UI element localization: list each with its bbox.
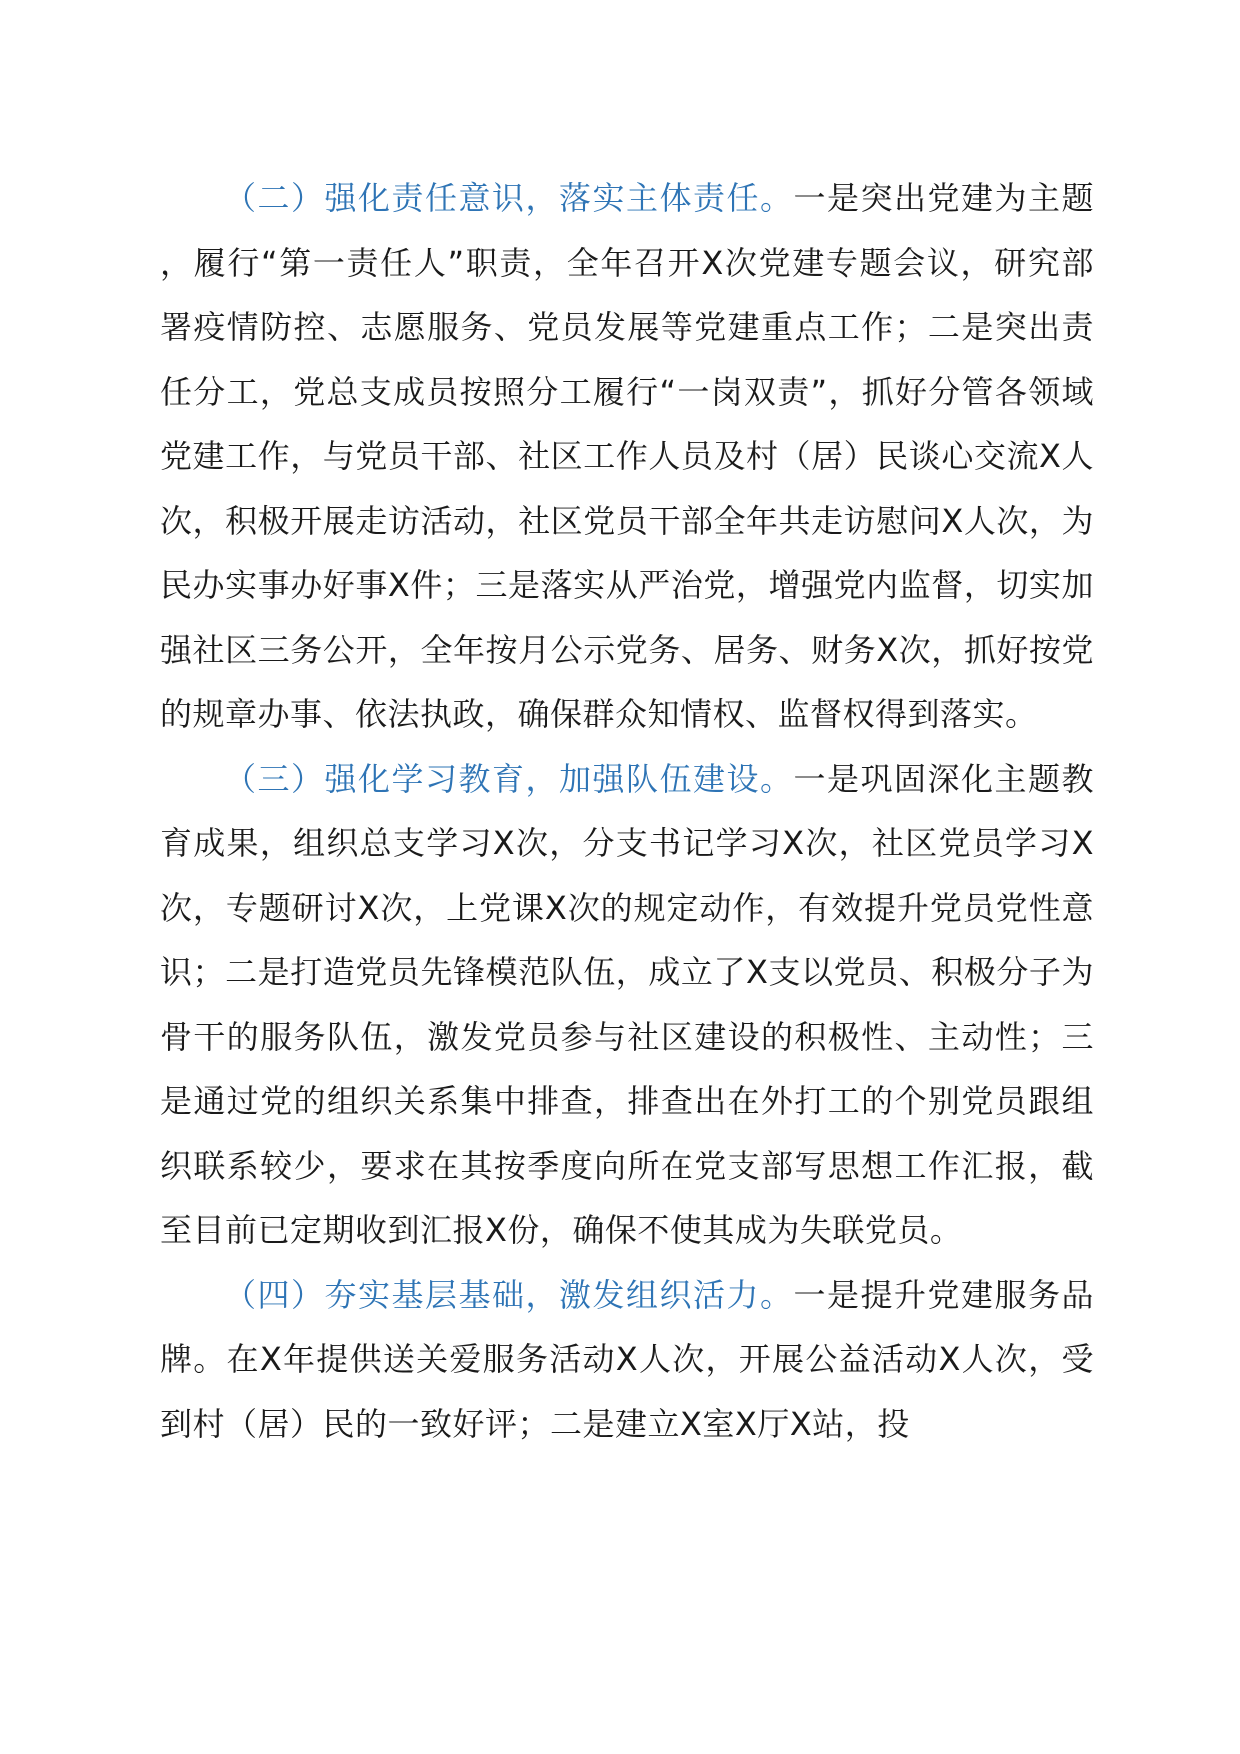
section-heading-4: （四）夯实基层基础，激发组织活力。	[224, 1275, 794, 1314]
section-body-4: 一是提升党建服务品牌。在X年提供送关爱服务活动X人次，开展公益活动X人次，受到村（居）民的一致好评；二是建立X室X厅X站，投	[160, 1275, 1094, 1443]
section-body-3: 一是巩固深化主题教育成果，组织总支学习X次，分支书记学习X次，社区党员学习X次，专题研讨X次，上党课X次的规定动作，有效提升党员党性意识；二是打造党员先锋模范队伍，成立了X支以党员、积极分子为骨干的服务队伍，激发党员参与社区建设的积极性、主动性；三是通过党的组织关系集中排查，排查出在外打工的个别党员跟组织联系较少，要求在其按季度向所在党支部写思想工作汇报，截至目前已定期收到汇报X份，确保不使其成为失联党员。	[160, 759, 1094, 1249]
document-body	[160, 166, 1094, 1456]
section-heading-2: （二）强化责任意识，落实主体责任。	[224, 179, 794, 217]
section-paragraph-4	[160, 1263, 1094, 1457]
section-body-2: 一是突出党建为主题，履行“第一责任人”职责，全年召开X次党建专题会议，研究部署疫情防控、志愿服务、党员发展等党建重点工作；二是突出责任分工，党总支成员按照分工履行“一岗双责”，抓好分管各领域党建工作，与党员干部、社区工作人员及村（居）民谈心交流X人次，积极开展走访活动，社区党员干部全年共走访慰问X人次，为民办实事办好事X件；三是落实从严治党，增强党内监督，切实加强社区三务公开，全年按月公示党务、居务、财务X次，抓好按党的规章办事、依法执政，确保群众知情权、监督权得到落实。	[160, 179, 1094, 733]
section-heading-3: （三）强化学习教育，加强队伍建设。	[224, 759, 794, 798]
section-paragraph-3	[160, 747, 1094, 1263]
section-paragraph-2	[160, 166, 1094, 747]
